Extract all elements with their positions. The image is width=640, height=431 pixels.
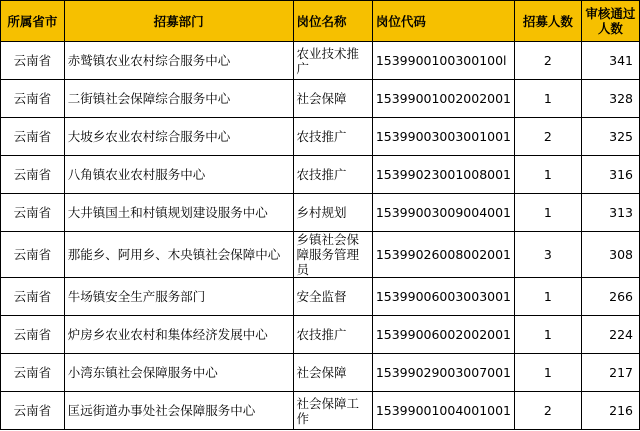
cell-approved-count: 266 bbox=[581, 278, 639, 316]
cell-position-code: 15399003009004001 bbox=[372, 194, 514, 232]
cell-province: 云南省 bbox=[1, 354, 65, 392]
cell-approved-count: 308 bbox=[581, 232, 639, 278]
cell-recruit-count: 2 bbox=[515, 118, 582, 156]
header-department: 招募部门 bbox=[64, 1, 293, 42]
cell-position-code: 15399006003003001 bbox=[372, 278, 514, 316]
cell-province: 云南省 bbox=[1, 42, 65, 80]
cell-province: 云南省 bbox=[1, 232, 65, 278]
cell-position-name: 农技推广 bbox=[293, 156, 372, 194]
cell-position-name: 农技推广 bbox=[293, 316, 372, 354]
cell-approved-count: 325 bbox=[581, 118, 639, 156]
cell-position-name: 乡村规划 bbox=[293, 194, 372, 232]
cell-position-code: 15399026008002001 bbox=[372, 232, 514, 278]
cell-position-name: 社会保障 bbox=[293, 354, 372, 392]
cell-approved-count: 316 bbox=[581, 156, 639, 194]
table-row bbox=[1, 42, 640, 80]
cell-position-name: 农技推广 bbox=[293, 118, 372, 156]
cell-position-name: 社会保障工作 bbox=[293, 392, 372, 430]
header-row bbox=[1, 1, 640, 42]
table-row bbox=[1, 392, 640, 430]
cell-approved-count: 313 bbox=[581, 194, 639, 232]
cell-department: 匡远街道办事处社会保障服务中心 bbox=[64, 392, 293, 430]
cell-recruit-count: 1 bbox=[515, 354, 582, 392]
cell-position-code: 15399001004001001 bbox=[372, 392, 514, 430]
cell-province: 云南省 bbox=[1, 80, 65, 118]
cell-department: 那能乡、阿用乡、木央镇社会保障中心 bbox=[64, 232, 293, 278]
cell-department: 牛场镇安全生产服务部门 bbox=[64, 278, 293, 316]
cell-recruit-count: 1 bbox=[515, 194, 582, 232]
header-approved-count: 审核通过人数 bbox=[581, 1, 639, 42]
cell-position-code: 15399001002002001 bbox=[372, 80, 514, 118]
cell-province: 云南省 bbox=[1, 278, 65, 316]
table-row bbox=[1, 232, 640, 278]
cell-approved-count: 224 bbox=[581, 316, 639, 354]
cell-province: 云南省 bbox=[1, 156, 65, 194]
cell-province: 云南省 bbox=[1, 118, 65, 156]
cell-approved-count: 217 bbox=[581, 354, 639, 392]
cell-department: 炉房乡农业农村和集体经济发展中心 bbox=[64, 316, 293, 354]
cell-recruit-count: 1 bbox=[515, 156, 582, 194]
table-row bbox=[1, 80, 640, 118]
cell-recruit-count: 1 bbox=[515, 80, 582, 118]
cell-position-name: 农业技术推广 bbox=[293, 42, 372, 80]
cell-position-name: 乡镇社会保障服务管理员 bbox=[293, 232, 372, 278]
cell-recruit-count: 2 bbox=[515, 392, 582, 430]
cell-approved-count: 328 bbox=[581, 80, 639, 118]
table-row bbox=[1, 118, 640, 156]
header-position-code: 岗位代码 bbox=[372, 1, 514, 42]
table-body bbox=[1, 42, 640, 430]
table-row bbox=[1, 194, 640, 232]
header-recruit-count: 招募人数 bbox=[515, 1, 582, 42]
cell-position-code: 15399003003001001 bbox=[372, 118, 514, 156]
cell-department: 八角镇农业农村服务中心 bbox=[64, 156, 293, 194]
cell-approved-count: 341 bbox=[581, 42, 639, 80]
cell-position-code: 15399023001008001 bbox=[372, 156, 514, 194]
table-row bbox=[1, 354, 640, 392]
cell-recruit-count: 2 bbox=[515, 42, 582, 80]
cell-approved-count: 216 bbox=[581, 392, 639, 430]
cell-position-name: 安全监督 bbox=[293, 278, 372, 316]
cell-position-code: 15399029003007001 bbox=[372, 354, 514, 392]
cell-position-code: 15399006002002001 bbox=[372, 316, 514, 354]
cell-department: 小湾东镇社会保障服务中心 bbox=[64, 354, 293, 392]
cell-recruit-count: 1 bbox=[515, 278, 582, 316]
table-row bbox=[1, 278, 640, 316]
cell-department: 大坡乡农业农村综合服务中心 bbox=[64, 118, 293, 156]
cell-province: 云南省 bbox=[1, 194, 65, 232]
cell-position-name: 社会保障 bbox=[293, 80, 372, 118]
cell-department: 赤鹫镇农业农村综合服务中心 bbox=[64, 42, 293, 80]
cell-province: 云南省 bbox=[1, 316, 65, 354]
cell-recruit-count: 1 bbox=[515, 316, 582, 354]
cell-position-code: 1539900100300100l bbox=[372, 42, 514, 80]
table-row bbox=[1, 316, 640, 354]
table-header bbox=[1, 1, 640, 42]
cell-recruit-count: 3 bbox=[515, 232, 582, 278]
header-position-name: 岗位名称 bbox=[293, 1, 372, 42]
cell-department: 大井镇国土和村镇规划建设服务中心 bbox=[64, 194, 293, 232]
header-province: 所属省市 bbox=[1, 1, 65, 42]
cell-province: 云南省 bbox=[1, 392, 65, 430]
table-row bbox=[1, 156, 640, 194]
cell-department: 二街镇社会保障综合服务中心 bbox=[64, 80, 293, 118]
